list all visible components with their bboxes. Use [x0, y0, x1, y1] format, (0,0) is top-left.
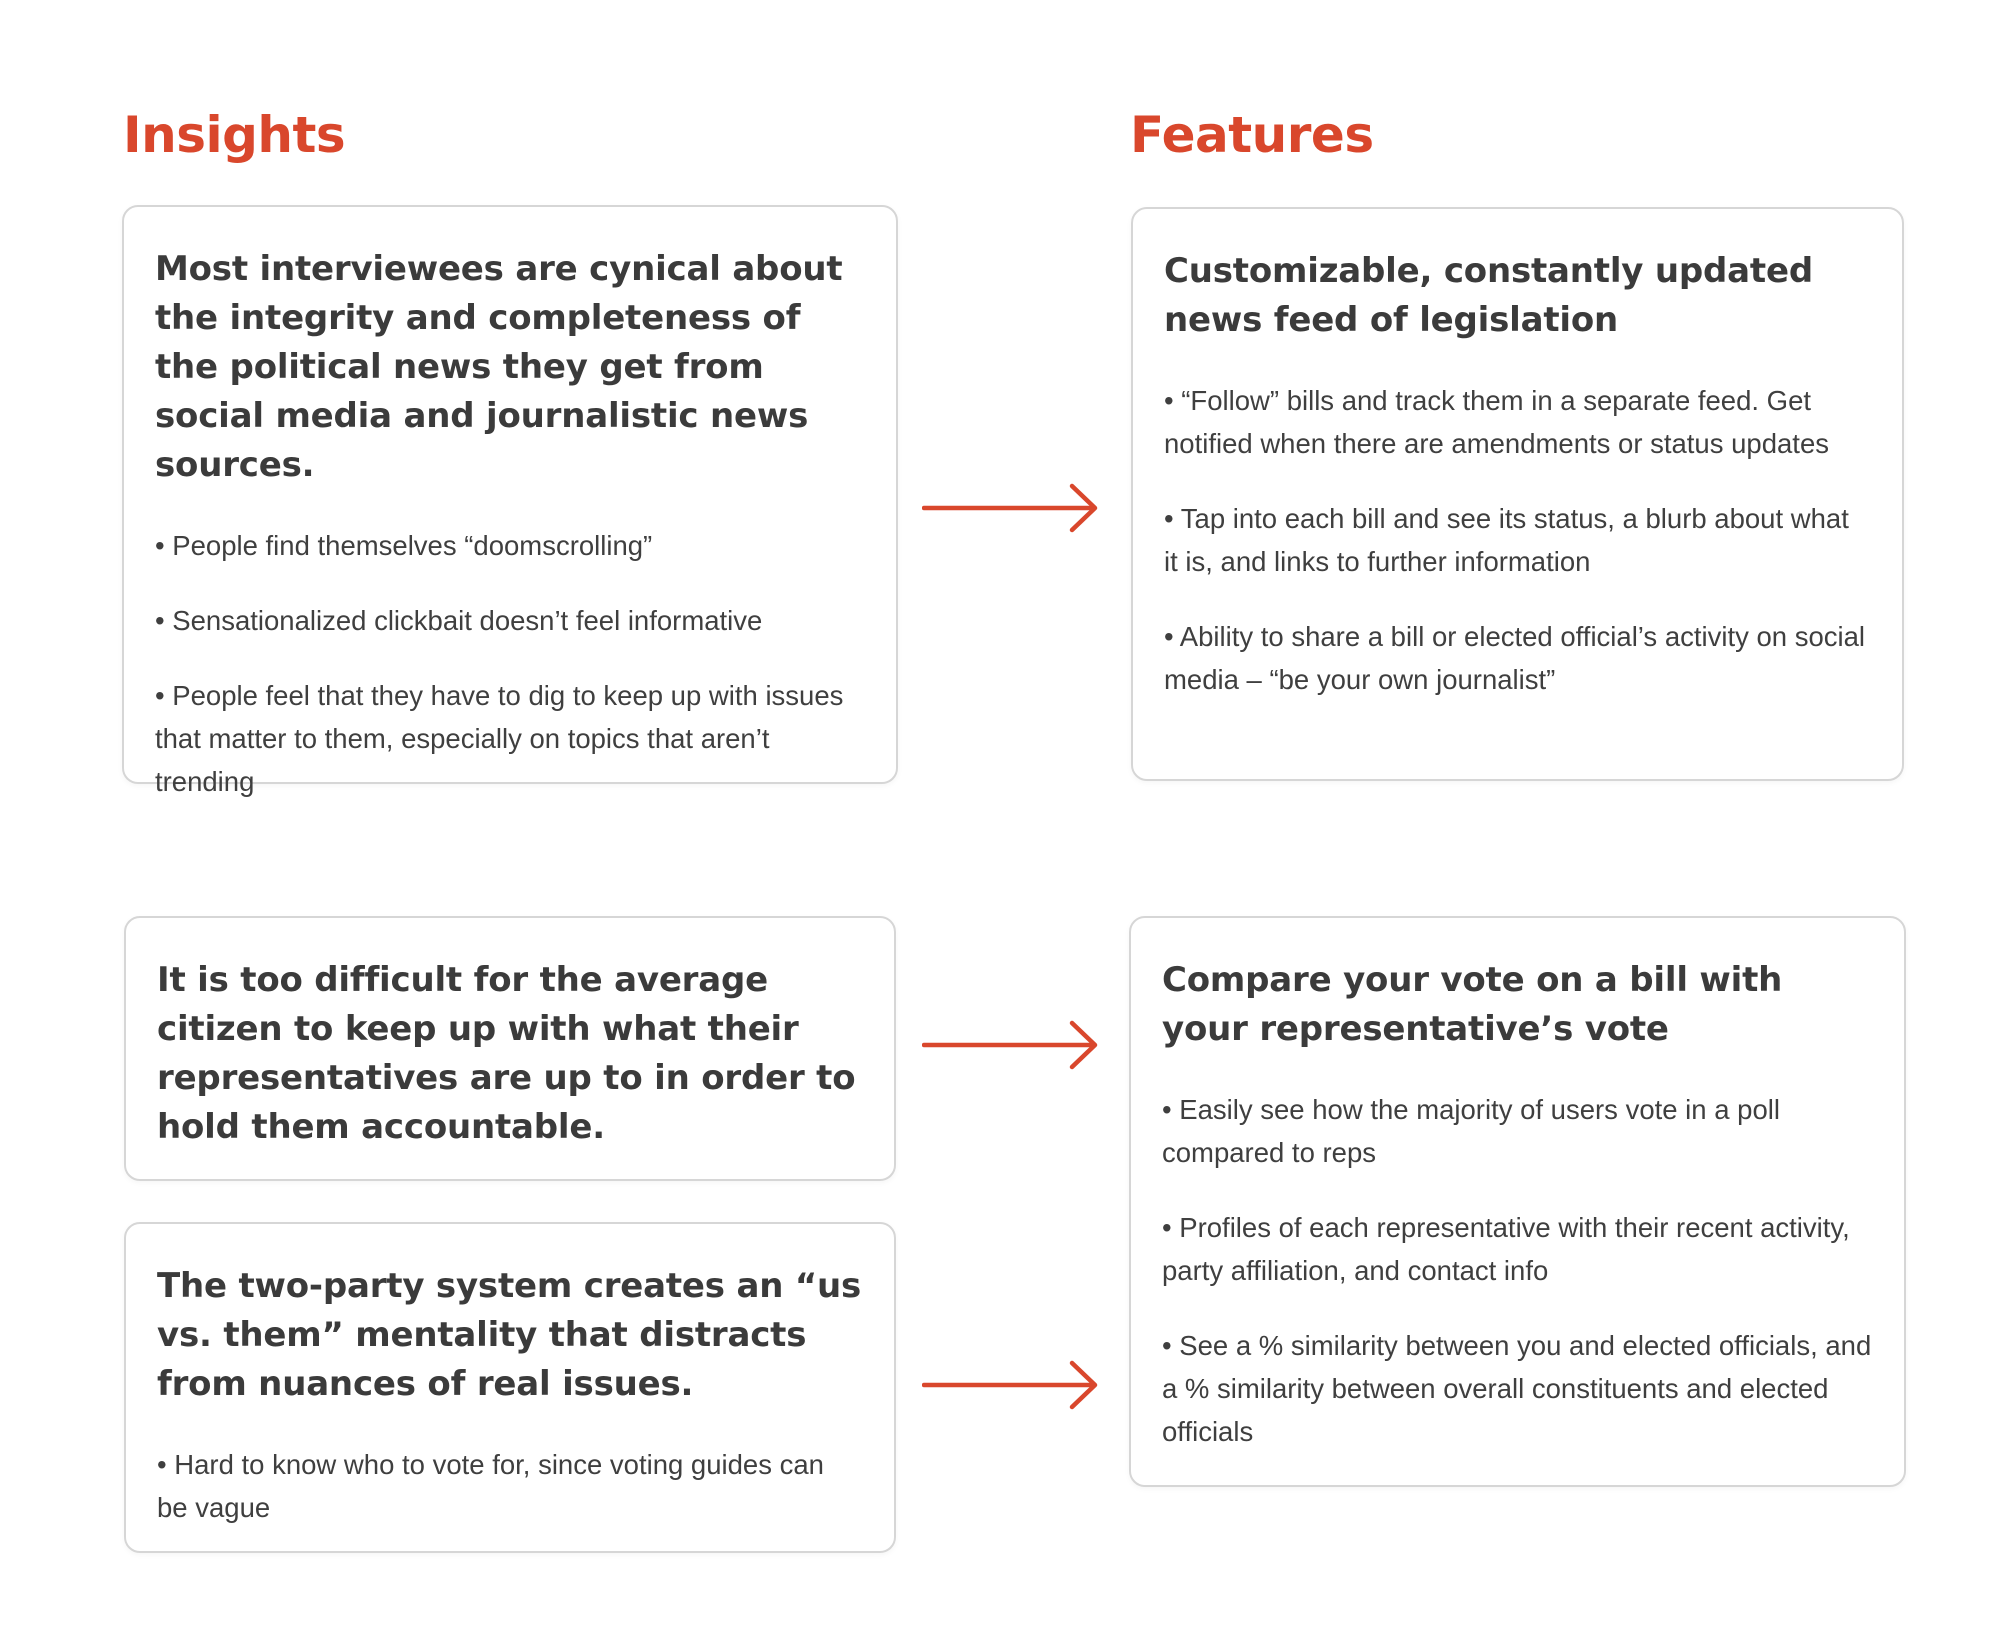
right-arrow-icon — [922, 1020, 1102, 1070]
insight-card-accountability — [124, 916, 896, 1181]
feature-bullet: • Tap into each bill and see its status, a blurb about what it is, and links to further information — [1164, 503, 1849, 577]
insight-heading: Most interviewees are cynical about the integrity and completeness of the political news they get from social media and journalistic news sources. — [155, 249, 843, 485]
right-arrow-icon — [922, 483, 1102, 533]
feature-card-news-feed — [1131, 207, 1904, 781]
insight-card-news-cynicism — [122, 205, 898, 797]
feature-bullet: • See a % similarity between you and elected officials, and a % similarity between overall constituents and elected officials — [1162, 1330, 1872, 1447]
feature-bullet: • Easily see how the majority of users vote in a poll compared to reps — [1162, 1094, 1780, 1168]
insight-bullet: • People find themselves “doomscrolling” — [155, 530, 653, 561]
insight-bullet: • People feel that they have to dig to keep up with issues that matter to them, especially on topics that aren’t trending — [155, 680, 844, 797]
insight-heading: It is too difficult for the average citizen to keep up with what their representatives are up to in order to hold them accountable. — [157, 960, 856, 1147]
insight-heading: The two-party system creates an “us vs. them” mentality that distracts from nuances of real issues. — [157, 1266, 862, 1404]
feature-bullet-list — [1164, 379, 1870, 701]
feature-card-compare-votes — [1129, 916, 1906, 1487]
feature-bullet: • “Follow” bills and track them in a separate feed. Get notified when there are amendments or status updates — [1164, 385, 1829, 459]
feature-bullet-list — [1162, 1088, 1872, 1453]
right-arrow-icon — [922, 1360, 1102, 1410]
features-title: Features — [1130, 106, 1374, 164]
feature-heading: Customizable, constantly updated news feed of legislation — [1164, 251, 1813, 340]
insight-bullet-list — [155, 524, 864, 803]
insight-bullet-list — [157, 1443, 862, 1529]
feature-heading: Compare your vote on a bill with your representative’s vote — [1162, 960, 1783, 1049]
insight-bullet: • Hard to know who to vote for, since voting guides can be vague — [157, 1449, 824, 1523]
insights-title: Insights — [123, 106, 346, 164]
feature-bullet: • Profiles of each representative with their recent activity, party affiliation, and contact info — [1162, 1212, 1850, 1286]
feature-bullet: • Ability to share a bill or elected official’s activity on social media – “be your own journalist” — [1164, 621, 1866, 695]
insight-card-two-party — [124, 1222, 896, 1553]
insight-bullet: • Sensationalized clickbait doesn’t feel informative — [155, 605, 763, 636]
